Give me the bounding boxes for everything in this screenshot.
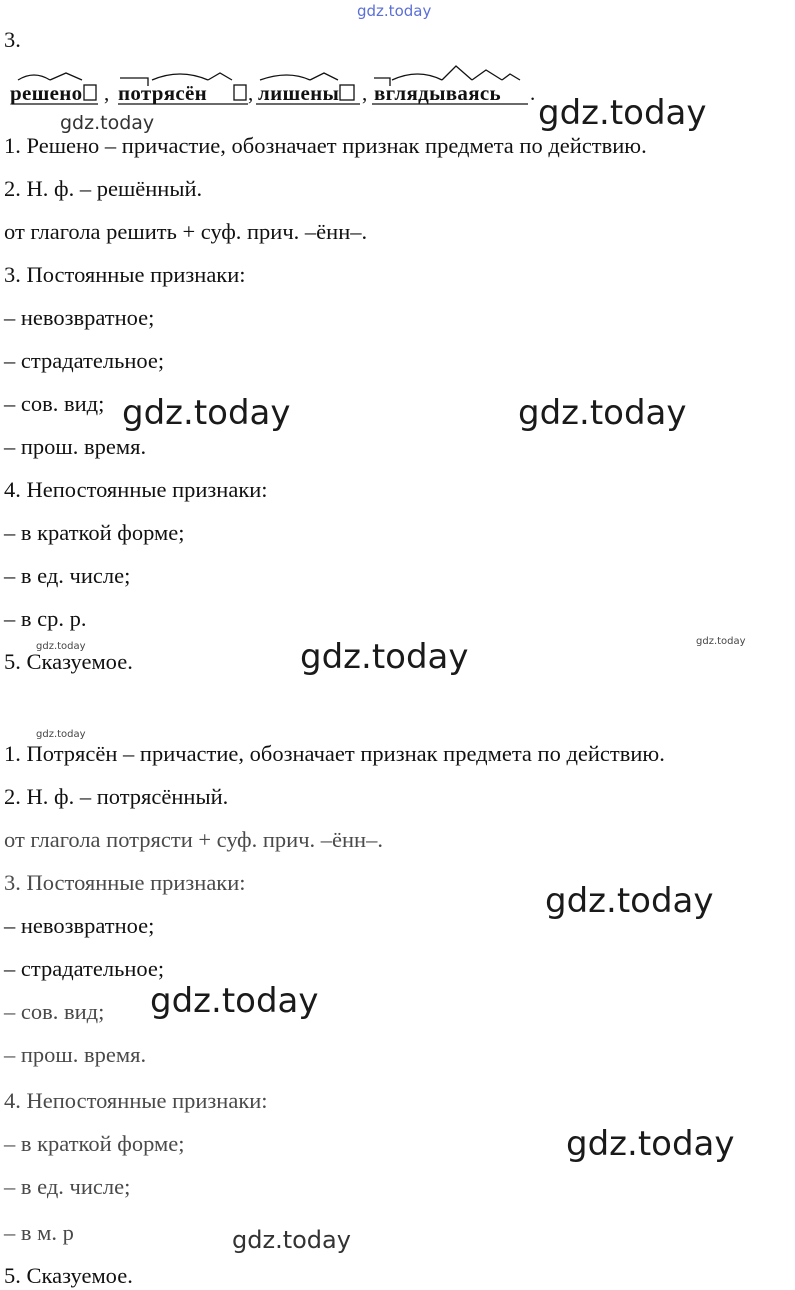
section1-line: 3. Постоянные признаки: — [4, 262, 246, 287]
watermark: gdz.today — [150, 981, 319, 1021]
section1-line: – в краткой форме; — [4, 520, 185, 545]
watermark: gdz.today — [232, 1226, 351, 1254]
section2-line: 2. Н. ф. – потрясённый. — [4, 784, 229, 809]
morphemic-analysis — [10, 62, 570, 106]
section2-line: – в ед. числе; — [4, 1174, 131, 1199]
section2-line: – сов. вид; — [4, 999, 105, 1024]
morph-separator: , — [104, 81, 110, 105]
section1-line: – в ед. числе; — [4, 563, 131, 588]
watermark-top: gdz.today — [357, 2, 432, 20]
task-number: 3. — [4, 27, 21, 52]
watermark: gdz.today — [696, 636, 746, 647]
section2-line: – в краткой форме; — [4, 1131, 185, 1156]
section1-line: 4. Непостоянные признаки: — [4, 477, 268, 502]
section1-line: – сов. вид; — [4, 391, 105, 416]
watermark: gdz.today — [545, 881, 714, 921]
watermark: gdz.today — [566, 1124, 735, 1164]
watermark: gdz.today — [36, 641, 86, 652]
section2-line: 1. Потрясён – причастие, обозначает признак предмета по действию. — [4, 741, 665, 766]
section2-line: – невозвратное; — [4, 913, 155, 938]
section2-line: 3. Постоянные признаки: — [4, 870, 246, 895]
section2-line: – прош. время. — [4, 1042, 147, 1067]
morph-word-3: лишены — [258, 81, 340, 105]
section1-line: – невозвратное; — [4, 305, 155, 330]
watermark: gdz.today — [300, 637, 469, 677]
section1-line: 2. Н. ф. – решённый. — [4, 176, 203, 201]
section2-line: от глагола потрясти + суф. прич. –ённ–. — [4, 827, 383, 852]
section1-line: 1. Решено – причастие, обозначает признак предмета по действию. — [4, 133, 647, 158]
section1-line: от глагола решить + суф. прич. –ённ–. — [4, 219, 368, 244]
morph-word-2: потрясён — [118, 81, 208, 105]
watermark: gdz.today — [36, 729, 86, 740]
watermark: gdz.today — [122, 393, 291, 433]
section2-line: 4. Непостоянные признаки: — [4, 1088, 268, 1113]
morph-word-4: вглядываясь — [374, 81, 501, 105]
section1-line: – прош. время. — [4, 434, 147, 459]
morph-separator: , — [248, 81, 254, 105]
morph-word-1: решено — [10, 81, 83, 105]
section1-line: 5. Сказуемое. — [4, 649, 133, 674]
watermark: gdz.today — [518, 393, 687, 433]
section2-line: – страдательное; — [4, 956, 165, 981]
watermark: gdz.today — [538, 93, 707, 133]
morph-separator: . — [530, 81, 536, 105]
morph-separator: , — [362, 81, 368, 105]
section1-line: – страдательное; — [4, 348, 165, 373]
section2-line: – в м. р — [4, 1220, 74, 1245]
watermark: gdz.today — [60, 112, 155, 134]
section1-line: – в ср. р. — [4, 606, 87, 631]
section2-line: 5. Сказуемое. — [4, 1263, 133, 1288]
